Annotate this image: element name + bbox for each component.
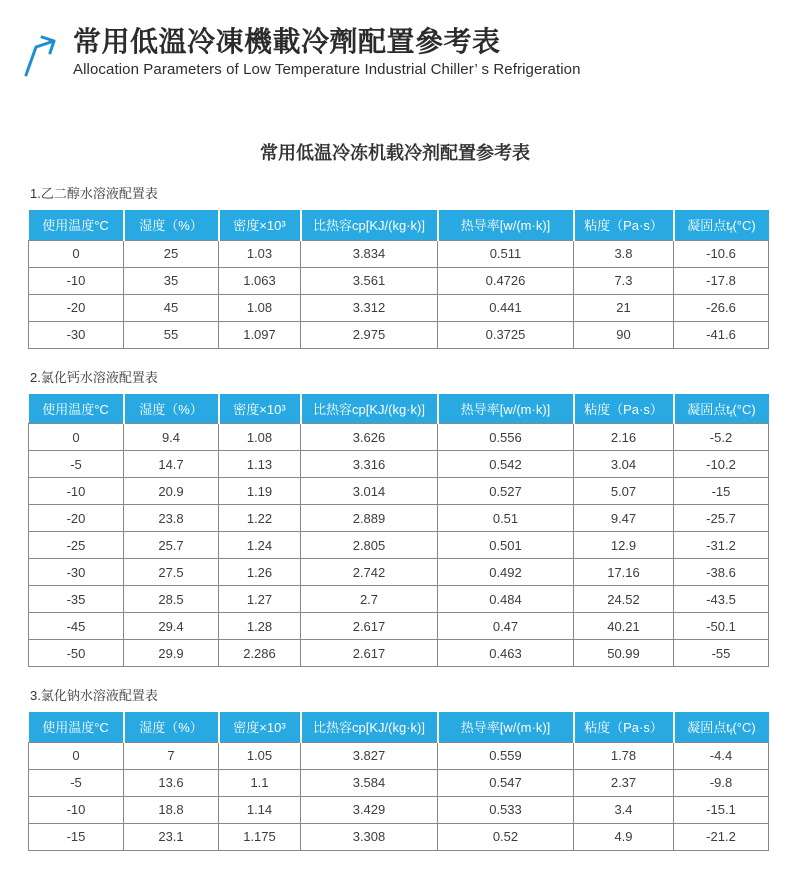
page-title: 常用低溫冷凍機載冷劑配置參考表 [73,26,501,57]
table-cell: 29.4 [124,613,219,640]
table-cell: 2.617 [301,613,438,640]
table-cell: 3.584 [301,769,438,796]
table-cell: -31.2 [674,532,769,559]
table-cell: -10 [29,267,124,294]
table-cell: 3.014 [301,478,438,505]
table-row [29,505,769,532]
table-cell: -35 [29,586,124,613]
column-header-density: 密度×10³ [219,712,301,742]
table-cell: 1.22 [219,505,301,532]
table-cell: 0.47 [438,613,574,640]
column-header-usage-temperature: 使用温度°C [29,210,124,240]
table-cell: 3.312 [301,294,438,321]
params-table-calcium-chloride [28,394,769,668]
table-cell: 2.889 [301,505,438,532]
column-header-humidity: 湿度（%） [124,210,219,240]
table-cell: 29.9 [124,640,219,667]
table-cell: 5.07 [574,478,674,505]
table-header-row [29,712,769,742]
table-cell: -30 [29,321,124,348]
table-cell: -43.5 [674,586,769,613]
table-cell: 4.9 [574,823,674,850]
table-cell: -20 [29,294,124,321]
table-cell: -5 [29,451,124,478]
column-header-specific-heat: 比热容cp[KJ/(kg·k)] [301,712,438,742]
table-cell: 2.617 [301,640,438,667]
table-cell: -25 [29,532,124,559]
table-header-row [29,394,769,424]
table-cell: -20 [29,505,124,532]
table-cell: 3.429 [301,796,438,823]
table-cell: 50.99 [574,640,674,667]
table-row [29,451,769,478]
table-cell: 7 [124,742,219,769]
table-cell: 0.547 [438,769,574,796]
table-cell: -5 [29,769,124,796]
column-header-freezing-point [674,394,769,424]
table-cell: 1.27 [219,586,301,613]
table-cell: -50.1 [674,613,769,640]
table-body [29,742,769,850]
column-header-viscosity: 粘度（Pa·s） [574,210,674,240]
freezing-point-label-post: (°C) [732,401,756,417]
table-row [29,294,769,321]
table-cell: -55 [674,640,769,667]
column-header-thermal-conductivity: 热导率[w/(m·k)] [438,210,574,240]
table-cell: 1.05 [219,742,301,769]
column-header-thermal-conductivity: 热导率[w/(m·k)] [438,712,574,742]
column-header-freezing-point [674,210,769,240]
table-cell: 3.4 [574,796,674,823]
table-row [29,769,769,796]
section-calcium-chloride [0,367,790,668]
params-table-ethylene-glycol [28,210,769,349]
column-header-humidity: 湿度（%） [124,712,219,742]
title-block [73,26,581,78]
table-cell: 1.175 [219,823,301,850]
table-row [29,240,769,267]
table-cell: 23.8 [124,505,219,532]
table-cell: 1.13 [219,451,301,478]
table-cell: -30 [29,559,124,586]
table-cell: 0.511 [438,240,574,267]
table-cell: 0.51 [438,505,574,532]
table-cell: 1.78 [574,742,674,769]
logo [20,34,60,85]
table-cell: 1.08 [219,424,301,451]
table-cell: 0.527 [438,478,574,505]
table-cell: -25.7 [674,505,769,532]
table-cell: 0.463 [438,640,574,667]
section-ethylene-glycol [0,183,790,349]
table-cell: 40.21 [574,613,674,640]
column-header-viscosity: 粘度（Pa·s） [574,712,674,742]
column-header-freezing-point [674,712,769,742]
table-cell: 0.492 [438,559,574,586]
params-table-sodium-chloride [28,712,769,851]
freezing-point-label-post: (°C) [732,720,756,736]
table-cell: 3.308 [301,823,438,850]
table-row [29,321,769,348]
table-cell: 9.47 [574,505,674,532]
table-cell: 1.03 [219,240,301,267]
table-row [29,267,769,294]
table-cell: 3.8 [574,240,674,267]
table-row [29,424,769,451]
table-cell: 0.484 [438,586,574,613]
table-cell: 1.14 [219,796,301,823]
table-cell: -50 [29,640,124,667]
table-cell: 3.561 [301,267,438,294]
column-header-usage-temperature: 使用温度°C [29,712,124,742]
table-cell: 20.9 [124,478,219,505]
table-cell: 0.4726 [438,267,574,294]
table-cell: 2.975 [301,321,438,348]
table-cell: 17.16 [574,559,674,586]
table-cell: -45 [29,613,124,640]
table-row [29,613,769,640]
table-body [29,424,769,667]
arrow-up-right-icon [20,34,60,80]
table-cell: 2.742 [301,559,438,586]
table-cell: 0.559 [438,742,574,769]
table-cell: 1.1 [219,769,301,796]
table-cell: 3.626 [301,424,438,451]
table-cell: 18.8 [124,796,219,823]
table-row [29,823,769,850]
freezing-point-subscript: f [729,225,733,236]
freezing-point-label-pre: 凝固点t [687,720,730,736]
table-cell: 24.52 [574,586,674,613]
table-cell: -21.2 [674,823,769,850]
page-subtitle: Allocation Parameters of Low Temperature Industrial Chiller’ s Refrigeration [73,61,581,79]
table-cell: 35 [124,267,219,294]
table-cell: -41.6 [674,321,769,348]
table-cell: 1.08 [219,294,301,321]
table-cell: 2.16 [574,424,674,451]
freezing-point-label-post: (°C) [732,218,756,234]
table-cell: 21 [574,294,674,321]
table-cell: 3.834 [301,240,438,267]
column-header-viscosity: 粘度（Pa·s） [574,394,674,424]
table-cell: 2.7 [301,586,438,613]
table-cell: 0.556 [438,424,574,451]
table-row [29,478,769,505]
table-cell: 7.3 [574,267,674,294]
column-header-specific-heat: 比热容cp[KJ/(kg·k)] [301,394,438,424]
table-cell: 0.501 [438,532,574,559]
table-cell: 9.4 [124,424,219,451]
table-cell: 0.542 [438,451,574,478]
table-cell: 13.6 [124,769,219,796]
table-row [29,532,769,559]
freezing-point-subscript: f [729,408,733,419]
freezing-point-label-pre: 凝固点t [687,218,730,234]
table-cell: -10 [29,478,124,505]
table-cell: -38.6 [674,559,769,586]
table-cell: 2.805 [301,532,438,559]
table-cell: 55 [124,321,219,348]
table-cell: 0.52 [438,823,574,850]
table-cell: -5.2 [674,424,769,451]
table-cell: 3.04 [574,451,674,478]
table-cell: 1.19 [219,478,301,505]
table-row [29,586,769,613]
section-label: 3.氯化钠水溶液配置表 [30,688,158,703]
table-cell: 12.9 [574,532,674,559]
table-cell: -4.4 [674,742,769,769]
table-cell: 1.28 [219,613,301,640]
table-cell: 25 [124,240,219,267]
table-cell: 45 [124,294,219,321]
table-cell: 1.24 [219,532,301,559]
table-cell: 23.1 [124,823,219,850]
table-cell: -9.8 [674,769,769,796]
table-cell: 1.26 [219,559,301,586]
section-sodium-chloride [0,685,790,851]
column-header-specific-heat: 比热容cp[KJ/(kg·k)] [301,210,438,240]
table-cell: 3.316 [301,451,438,478]
page-header [0,0,790,85]
table-cell: 0 [29,424,124,451]
column-header-density: 密度×10³ [219,394,301,424]
table-cell: 25.7 [124,532,219,559]
column-header-usage-temperature: 使用温度°C [29,394,124,424]
table-cell: 14.7 [124,451,219,478]
section-label: 1.乙二醇水溶液配置表 [30,186,158,201]
table-cell: -26.6 [674,294,769,321]
table-body [29,240,769,348]
table-cell: -10 [29,796,124,823]
table-cell: 0 [29,240,124,267]
table-row [29,796,769,823]
column-header-density: 密度×10³ [219,210,301,240]
freezing-point-label-pre: 凝固点t [687,401,730,417]
column-header-thermal-conductivity: 热导率[w/(m·k)] [438,394,574,424]
table-cell: -15 [674,478,769,505]
table-cell: 0 [29,742,124,769]
table-cell: 3.827 [301,742,438,769]
column-header-humidity: 湿度（%） [124,394,219,424]
table-row [29,640,769,667]
table-row [29,742,769,769]
table-cell: 1.063 [219,267,301,294]
table-cell: -15 [29,823,124,850]
table-cell: 0.441 [438,294,574,321]
table-row [29,559,769,586]
freezing-point-subscript: f [729,727,733,738]
table-cell: 0.3725 [438,321,574,348]
table-cell: -10.6 [674,240,769,267]
table-cell: 2.286 [219,640,301,667]
table-cell: 28.5 [124,586,219,613]
table-cell: -10.2 [674,451,769,478]
table-cell: 2.37 [574,769,674,796]
table-cell: 1.097 [219,321,301,348]
table-cell: -17.8 [674,267,769,294]
table-cell: -15.1 [674,796,769,823]
section-label: 2.氯化钙水溶液配置表 [30,369,158,385]
document-title: 常用低温冷冻机载冷剂配置参考表 [260,143,530,163]
table-cell: 0.533 [438,796,574,823]
table-cell: 27.5 [124,559,219,586]
table-cell: 90 [574,321,674,348]
table-header-row [29,210,769,240]
